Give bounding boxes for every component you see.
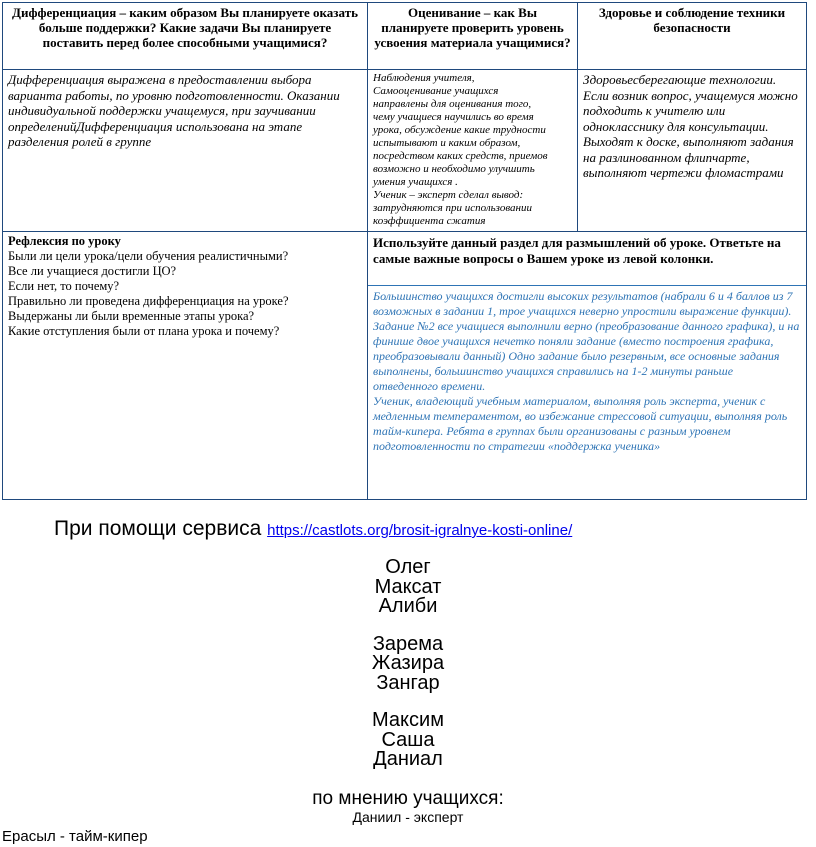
group-3 [0, 711, 816, 770]
student-name: Жазира [371, 652, 445, 674]
assessment-line: Наблюдения учителя, [373, 72, 475, 84]
student-name: Максат [374, 575, 442, 598]
student-name: Алиби [378, 595, 438, 617]
student-name: Саша [381, 728, 435, 751]
assessment-line: возможно и необходимо улучшить [373, 163, 535, 175]
student-name: Олег [385, 556, 431, 578]
reflection-row [3, 232, 807, 500]
reflection-question: Правильно ли проведена дифференциация на уроке? [8, 294, 289, 308]
opinion-text: по мнению учащихся: [312, 788, 504, 809]
group-1 [0, 558, 816, 617]
header-health: Здоровье и соблюдение техники безопасности [578, 3, 807, 70]
reflection-question: Были ли цели урока/цели обучения реалистичными? [8, 249, 289, 263]
assessment-line: испытывают и каким образом, [373, 137, 521, 149]
student-name: Максим [372, 709, 444, 731]
reflection-answer-cell [368, 232, 807, 500]
reflection-question: Если нет, то почему? [8, 279, 120, 293]
health-text: Здоровьесберегающие технологии. Если возник вопрос, учащемуся можно подходить к учителю или однокласснику для консультации. Выходят к доске, выполняют задания на разлинованном флипчарте, выполняют чертежи фломастрами [578, 70, 807, 232]
reflection-question: Какие отступления были от плана урока и почему? [8, 324, 280, 338]
assessment-line: посредством каких средств, приемов [373, 150, 548, 162]
service-link[interactable]: https://castlots.org/brosit-igralnye-kosti-online/ [267, 522, 573, 539]
reflection-question: Выдержаны ли были временные этапы урока? [8, 309, 255, 323]
assessment-line: Ученик – эксперт сделал вывод: [373, 189, 524, 201]
service-line [54, 517, 572, 541]
reflection-answer-2: Ученик, владеющий учебным материалом, выполняя роль эксперта, ученик с медленным темпераментом, во избежание стрессовой ситуации, выполняя роль тайм-кипера. Ребята в группах были организованы с разным уровнем подготовленности по стратегии «поддержка ученика» [373, 394, 788, 453]
student-name: Зангар [376, 671, 440, 694]
header-differentiation: Дифференциация – каким образом Вы планируете оказать больше поддержки? Какие задачи Вы планируете поставить перед более способными учащимися? [3, 3, 368, 70]
service-prefix: При помощи сервиса [54, 517, 268, 540]
reflection-answer-1: Большинство учащихся достигли высоких результатов (набрали 6 и 4 баллов из 7 возможных в задании 1, трое учащихся неверно упростили выражение функции). Задание №2 все учащиеся выполнили верно (преобразование данного графика), и на финише двое учащихся нечетко поняли задание (вместо построения графика, преобразовывали данный) Одно задание было резервным, все основные задания выполнены, большинство учащихся справились на 1-2 минуты раньше отведенного времени. [373, 289, 800, 393]
groups-list [0, 558, 816, 770]
student-name: Даниал [373, 748, 443, 770]
assessment-line: затрудняются при использовании [373, 202, 532, 214]
assessment-line: умения учащихся . [373, 176, 458, 188]
assessment-text [368, 70, 578, 232]
timekeeper-role: Ерасыл - тайм-кипер [2, 828, 148, 845]
student-name: Зарема [372, 632, 444, 655]
lesson-plan-table [2, 2, 807, 500]
reflection-instruction: Используйте данный раздел для размышлений об уроке. Ответьте на самые важные вопросы о Вашем уроке из левой колонки. [368, 232, 806, 286]
header-row [3, 3, 807, 70]
reflection-questions [3, 232, 368, 500]
assessment-line: коэффициента сжатия [373, 215, 486, 227]
header-assessment: Оценивание – как Вы планируете проверить уровень усвоения материала учащимися? [368, 3, 578, 70]
reflection-title: Рефлексия по уроку [8, 234, 121, 248]
assessment-line: направлены для оценивания того, [373, 98, 532, 110]
group-2 [0, 632, 816, 694]
differentiation-text: Дифференциация выражена в предоставлении выбора варианта работы, по уровню подготовленности. Оказании индивидуальной поддержки учащемуся, при заучивании определенийДифференциация использована на этапе разделения ролей в группе [3, 70, 368, 232]
assessment-line: Самооценивание учащихся [373, 85, 499, 97]
assessment-line: чему учащиеся научились во время [373, 111, 534, 123]
content-row [3, 70, 807, 232]
assessment-line: урока, обсуждение какие трудности [373, 124, 546, 136]
expert-role: Даниил - эксперт [352, 809, 464, 825]
reflection-question: Все ли учащиеся достигли ЦО? [8, 264, 177, 278]
